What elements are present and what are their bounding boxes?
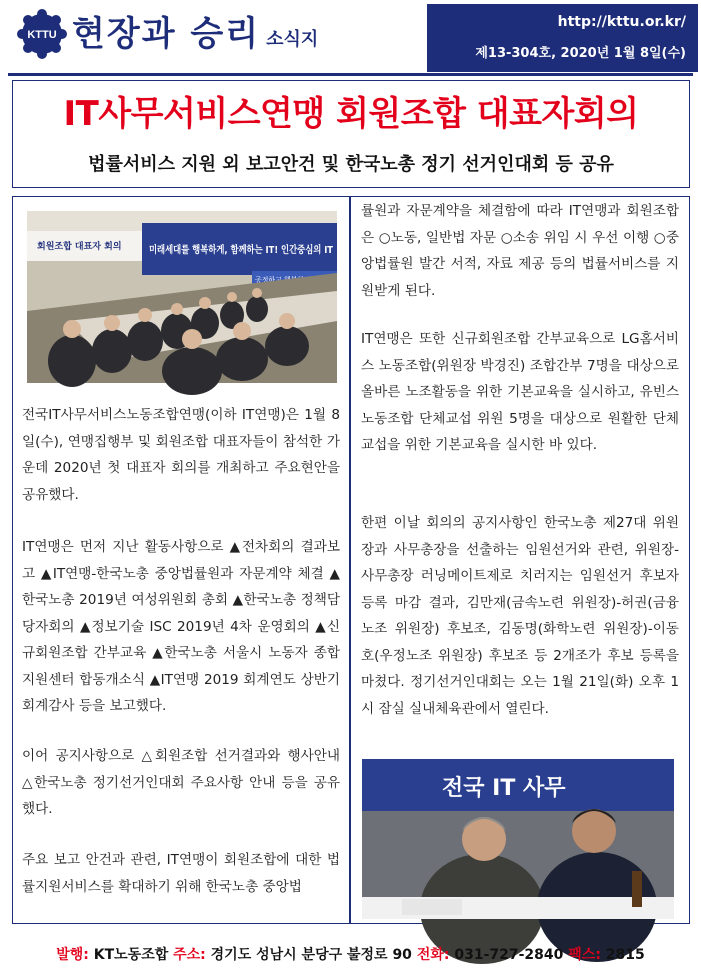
site-url-link[interactable]: http://kttu.or.kr/	[557, 14, 686, 30]
publisher-value: KT노동조합	[93, 947, 169, 963]
article-subtitle: 법률서비스 지원 외 보고안건 및 한국노총 정기 선거인대회 등 공유	[88, 154, 614, 175]
photo1-banner-left: 회원조합 대표자 회의	[37, 242, 122, 252]
paragraph-2: IT연맹은 먼저 지난 활동사항으로 ▲전차회의 결과보고 ▲IT연맹-한국노총 중앙법률원과 자문계약 체결 ▲한국노총 2019년 여성위원회 총회 ▲한국노총 정책담당자회의 ▲정보기술 ISC 2019년 4차 운영회의 ▲신규회원조합 간부교육 ▲한국노총 서울시 노동자 종합지원센터 합동개소식 ▲IT연맹 2019 회계연도 상반기 회계감사 등을 보고했다.	[22, 539, 340, 714]
fax-label: 팩스:	[568, 947, 601, 963]
phone-value: 031-727-2840	[454, 947, 564, 963]
paragraph-5: 률원과 자문계약을 체결함에 따라 IT연맹과 회원조합은 ○노동, 일반법 자문 ○소송 위임 시 우선 이행 ○중앙법률원 발간 서적, 자료 제공 등의 법률서비스를 지원받게 된다.	[361, 203, 679, 299]
photo2-banner: 전국 IT 사무	[442, 776, 566, 801]
paragraph-4: 주요 보고 안건과 관련, IT연맹이 회원조합에 대한 법률지원서비스를 확대하기 위해 한국노총 중앙법	[22, 852, 340, 895]
kttu-logo-icon	[18, 10, 66, 58]
paragraph-7: 한편 이날 회의의 공지사항인 한국노총 제27대 위원장과 사무총장을 선출하는 임원선거와 관련, 위원장-사무총장 러닝메이트제로 치러지는 임원선거 후보자 등록 마감 결과, 김만재(금속노련 위원장)-허권(금융노조 위원장) 후보조, 김동명(화학노련 위원장)-이동호(우정노조 위원장) 후보조 등 2개조가 후보 등록을 마쳤다. 정기선거인대회는 오는 1월 21일(화) 오후 1시 잠실 실내체육관에서 열린다.	[361, 515, 679, 717]
masthead	[72, 6, 318, 55]
meeting-photo	[27, 211, 370, 383]
publisher-label: 발행:	[56, 947, 89, 963]
photo1-banner-main: 미래세대를 행복하게, 함께하는 IT! 인간중심의 IT	[149, 245, 370, 256]
footer	[0, 944, 701, 964]
address-label: 주소:	[173, 947, 206, 963]
paragraph-3: 이어 공지사항으로 △회원조합 선거결과와 행사안내 △한국노총 정기선거인대회 주요사항 안내 등을 공유했다.	[22, 748, 340, 817]
paragraph-6: IT연맹은 또한 신규회원조합 간부교육으로 LG홈서비스 노동조합(위원장 박경진) 조합간부 7명을 대상으로 올바른 노조활동을 위한 기본교육을 실시하고, 유빈스 노동조합 단체교섭 위원 5명을 대상으로 원활한 단체교섭을 위한 기본교육을 실시한 바 있다.	[361, 331, 679, 453]
fax-value: 2815	[605, 947, 645, 963]
masthead-title: 현장과 승리	[72, 14, 261, 54]
logo-text: KTTU	[27, 29, 57, 41]
header-rule	[8, 73, 693, 76]
delegates-photo	[362, 759, 674, 919]
masthead-sub: 소식지	[266, 29, 319, 50]
address-value: 경기도 성남시 분당구 불정로 90	[210, 947, 412, 963]
phone-label: 전화:	[416, 947, 450, 963]
issue-info: 제13-304호, 2020년 1월 8일(수)	[475, 46, 686, 61]
paragraph-1: 전국IT사무서비스노동조합연맹(이하 IT연맹)은 1월 8일(수), 연맹집행부 및 회원조합 대표자들이 참석한 가운데 2020년 첫 대표자 회의를 개최하고 주요현안을 공유했다.	[22, 407, 340, 503]
article-title: IT사무서비스연맹 회원조합 대표자회의	[63, 94, 639, 134]
